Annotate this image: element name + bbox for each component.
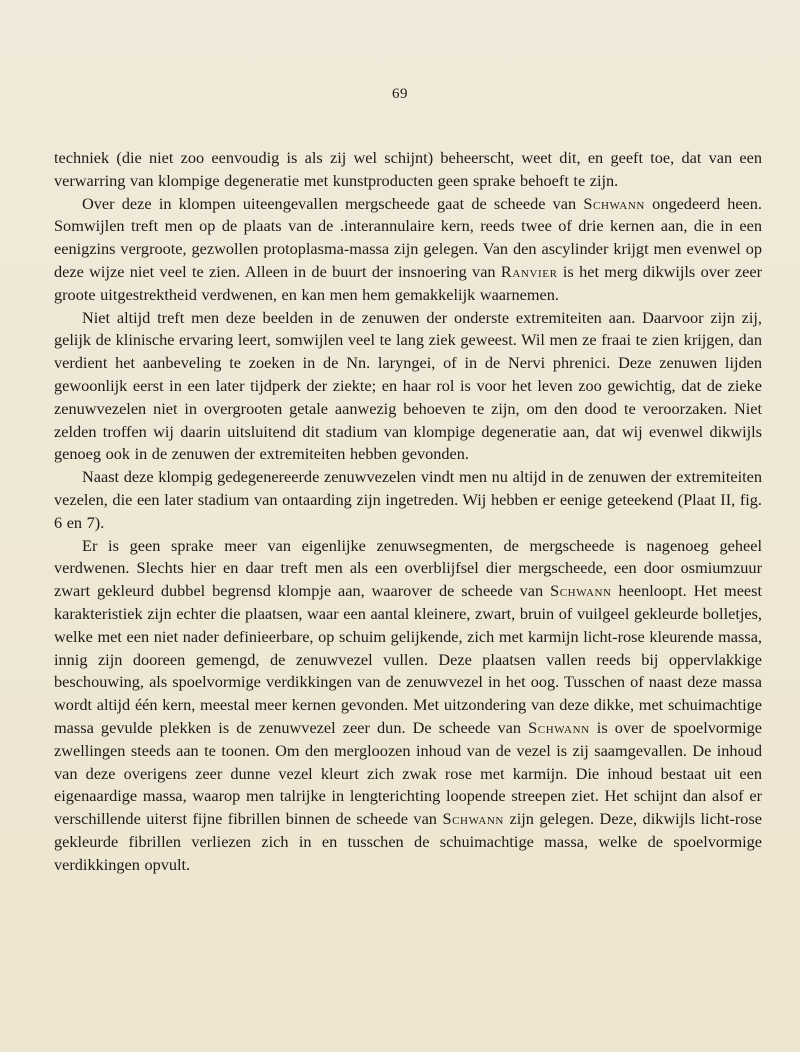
text-run: is het merg dikwijls over zeer groote uitgestrektheid verdwenen, en kan men hem gemakkelijk waarnemen. <box>54 261 762 304</box>
author-name: Schwann <box>528 717 590 737</box>
text-run: Niet altijd treft men deze beelden in de zenuwen der onderste extremiteiten aan. Daarvoor zijn zij, gelijk de klinische ervaring leert, somwijlen veel te lang ziek geweest. Wil men ze fraai te zien krijgen, dan verdient het aanbeveling te zoeken in de Nn. laryngei, of in de Nervi phrenici. Deze zenuwen lijden gewoonlijk eerst in een later tijdperk der ziekte; en haar rol is voor het leven zoo gewichtig, dat de zieke zenuwvezelen niet in overgrooten getale aanwezig behoeven te zijn, om den dood te veroorzaken. Niet zelden troffen wij daarin uitsluitend dit stadium van klompige degeneratie aan, dat wij evenwel dikwijls genoeg ook in de zenuwen der extremiteiten hebben gevonden. <box>54 307 762 464</box>
paragraph <box>54 535 762 877</box>
author-name: Schwann <box>550 581 612 601</box>
body-text <box>54 147 762 877</box>
text-run: ongedeerd heen. Somwijlen treft men op de plaats van de .interannulaire kern, reeds twee of drie kernen aan, die in een eenigzins vergroote, gezwollen protoplasma-massa zijn gelegen. Van den ascylinder krijgt men evenwel op deze wijze niet veel te zien. Alleen in de buurt der insnoering van <box>54 193 762 281</box>
text-run: techniek (die niet zoo eenvoudig is als zij wel schijnt) beheerscht, weet dit, en geeft toe, dat van een verwarring van klompige degeneratie met kunstproducten geen sprake behoeft te zijn. <box>54 148 762 190</box>
text-run: is over de spoelvormige zwellingen steeds aan te toonen. Om den mergloozen inhoud van de vezel is zij saamgevallen. De inhoud van deze overigens zeer dunne vezel kleurt zich zwak rose met karmijn. Die inhoud bestaat uit een eigenaardige massa, waarop men talrijke in lengterichting loopende streepen ziet. Het schijnt dan alsof er verschillende uiterst fijne fibrillen binnen de scheede van <box>54 717 763 829</box>
text-run: Naast deze klompig gedegenereerde zenuwvezelen vindt men nu altijd in de zenuwen der extremiteiten vezelen, die een later stadium van ontaarding zijn ingetreden. Wij hebben er eenige geteekend (Plaat II, fig. 6 en 7). <box>54 467 762 532</box>
author-name: Schwann <box>442 809 504 829</box>
paragraph <box>54 193 762 307</box>
author-name: Schwann <box>583 193 645 213</box>
text-run: zijn gelegen. Deze, dikwijls licht-rose gekleurde fibrillen verliezen zich in en tusschen de schuimachtige massa, welke de spoelvormige verdikkingen opvult. <box>54 809 763 874</box>
text-run: Er is geen sprake meer van eigenlijke zenuwsegmenten, de mergscheede is nagenoeg geheel verdwenen. Slechts hier en daar treft men als een overblijfsel dier mergscheede, een door osmiumzuur zwart gekleurd dubbel begrensd klompje aan, waarover de scheede van <box>54 535 762 601</box>
text-run: Over deze in klompen uiteengevallen mergscheede gaat de scheede van <box>82 193 584 213</box>
paragraph <box>54 307 762 467</box>
page-number: 69 <box>392 86 408 102</box>
text-run: heenloopt. Het meest karakteristiek zijn echter die plaatsen, waar een aantal kleinere, zwart, bruin of vuilgeel gekleurde bolletjes, welke met een niet nader definieerbare, op schuim gelijkende, zich met karmijn licht-rose kleurende massa, innig zijn dooreen gemengd, de zenuwvezel vullen. Deze plaatsen vallen reeds bij oppervlakkige beschouwing, als spoelvormige verdikkingen van de zenuwvezel in het oog. Tusschen of naast deze massa wordt altijd één kern, meestal meer kernen gevonden. Met uitzondering van deze dikke, met schuimachtige massa gevulde plekken is de zenuwvezel zeer dun. De scheede van <box>54 581 763 737</box>
author-name: Ranvier <box>500 261 558 281</box>
paragraph <box>54 466 762 534</box>
paragraph <box>54 147 762 193</box>
